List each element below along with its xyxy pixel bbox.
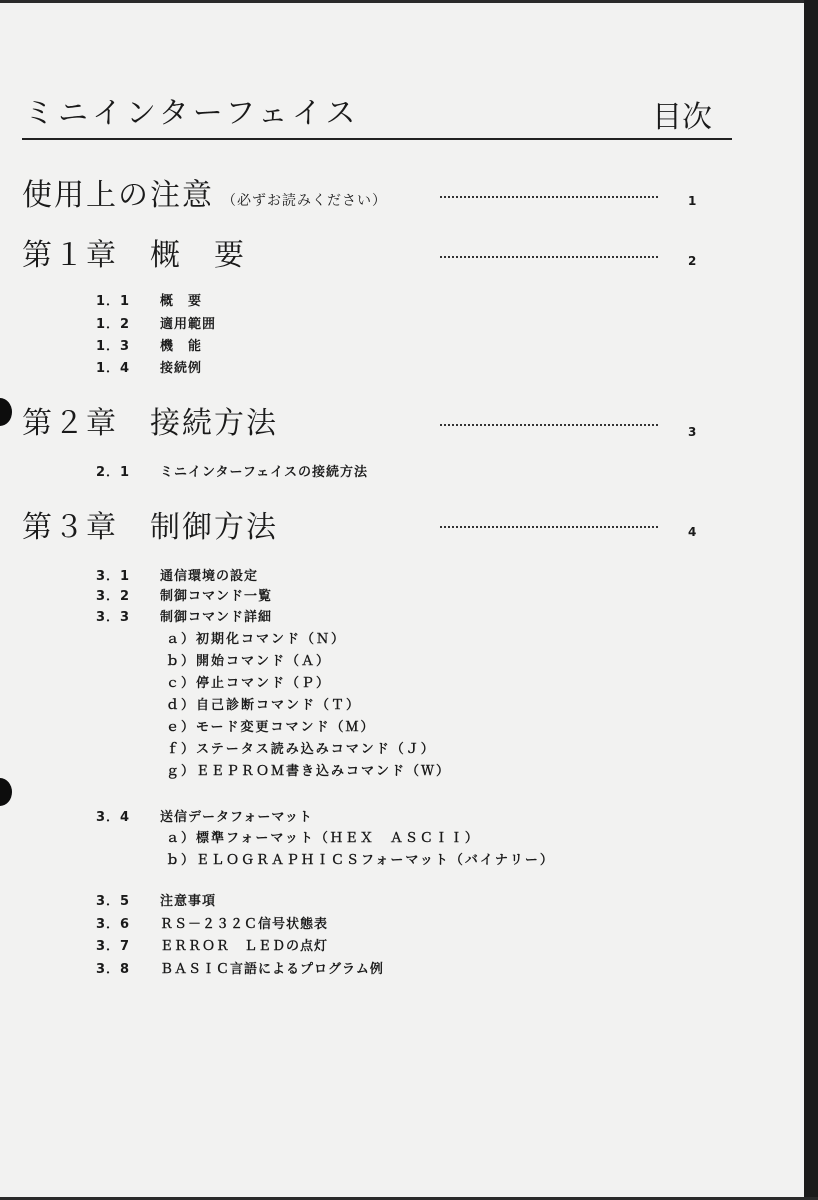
toc-subitem-3-3-f[interactable]: ｆ）ステータス読み込みコマンド（Ｊ） xyxy=(166,742,436,757)
header-rule xyxy=(22,138,732,140)
toc-entry-chapter-1[interactable] xyxy=(22,230,246,274)
toc-section-3-2[interactable] xyxy=(96,585,272,604)
toc-subitem-3-3-b[interactable]: ｂ）開始コマンド（Ａ） xyxy=(166,654,332,669)
section-number: 2．1 xyxy=(96,465,131,480)
section-number: 3．2 xyxy=(96,589,131,604)
section-title: 機 能 xyxy=(160,339,203,354)
toc-subitem-3-4-a[interactable]: ａ）標準フォーマット（ＨＥＸ ＡＳＣＩＩ） xyxy=(166,831,480,846)
toc-entry-title: 第１章 概 要 xyxy=(22,238,246,273)
section-number: 1．3 xyxy=(96,339,131,354)
toc-section-3-8[interactable] xyxy=(96,958,384,977)
punch-hole-upper xyxy=(0,398,12,426)
toc-entry-chapter-3[interactable] xyxy=(22,502,278,546)
page-number: 3 xyxy=(688,425,697,439)
section-title: 注意事項 xyxy=(160,894,217,909)
toc-section-3-3[interactable] xyxy=(96,606,272,625)
toc-entry-title: 第２章 接続方法 xyxy=(22,406,278,441)
toc-entry-chapter-2[interactable] xyxy=(22,398,278,442)
toc-subitem-3-3-d[interactable]: ｄ）自己診断コマンド（Ｔ） xyxy=(166,698,362,713)
toc-subitem-3-3-e[interactable]: ｅ）モード変更コマンド（Ｍ） xyxy=(166,720,376,735)
toc-subitem-3-3-a[interactable]: ａ）初期化コマンド（Ｎ） xyxy=(166,632,347,647)
toc-entry-precautions[interactable] xyxy=(22,170,387,214)
section-title: 送信データフォーマット xyxy=(160,810,313,825)
section-number: 3．1 xyxy=(96,569,131,584)
toc-section-2-1[interactable] xyxy=(96,461,368,480)
punch-hole-lower xyxy=(0,778,12,806)
toc-entry-title: 使用上の注意 xyxy=(22,178,214,213)
section-title: 接続例 xyxy=(160,361,203,376)
section-title: ミニインターフェイスの接続方法 xyxy=(160,465,369,480)
toc-section-3-6[interactable] xyxy=(96,913,328,932)
section-title: ＲＳ－２３２Ｃ信号状態表 xyxy=(160,917,329,932)
toc-section-1-4[interactable] xyxy=(96,357,202,376)
section-title: 通信環境の設定 xyxy=(160,569,259,584)
index-label: 目次 xyxy=(652,100,712,135)
page-edge-right xyxy=(804,0,818,1200)
toc-section-1-1[interactable] xyxy=(96,290,202,309)
leader-dots xyxy=(440,424,658,426)
toc-section-3-5[interactable] xyxy=(96,890,216,909)
section-number: 3．6 xyxy=(96,917,131,932)
document-title: ミニインターフェイス xyxy=(24,96,360,131)
section-number: 1．2 xyxy=(96,317,131,332)
page-number: 1 xyxy=(688,194,697,208)
section-number: 3．3 xyxy=(96,610,131,625)
toc-section-3-1[interactable] xyxy=(96,565,258,584)
section-title: 適用範囲 xyxy=(160,317,217,332)
section-title: ＥＲＲＯＲ ＬＥＤの点灯 xyxy=(160,939,329,954)
toc-subitem-3-3-g[interactable]: ｇ）ＥＥＰＲＯＭ書き込みコマンド（Ｗ） xyxy=(166,764,452,779)
section-number: 3．8 xyxy=(96,962,131,977)
leader-dots xyxy=(440,256,658,258)
toc-entry-note: （必ずお読みください） xyxy=(222,193,387,209)
section-title: 制御コマンド詳細 xyxy=(160,610,273,625)
section-title: 概 要 xyxy=(160,294,203,309)
page-number: 4 xyxy=(688,525,697,539)
toc-section-3-7[interactable] xyxy=(96,935,328,954)
leader-dots xyxy=(440,196,658,198)
section-number: 1．1 xyxy=(96,294,131,309)
page-edge-top xyxy=(0,0,818,3)
section-number: 1．4 xyxy=(96,361,131,376)
toc-section-3-4[interactable] xyxy=(96,806,313,825)
section-title: ＢＡＳＩＣ言語によるプログラム例 xyxy=(160,962,384,977)
section-number: 3．7 xyxy=(96,939,131,954)
page-number: 2 xyxy=(688,254,697,268)
toc-subitem-3-4-b[interactable]: ｂ）ＥＬＯＧＲＡＰＨＩＣＳフォーマット（バイナリー） xyxy=(166,853,555,868)
leader-dots xyxy=(440,526,658,528)
section-number: 3．5 xyxy=(96,894,131,909)
toc-subitem-3-3-c[interactable]: ｃ）停止コマンド（Ｐ） xyxy=(166,676,332,691)
toc-section-1-2[interactable] xyxy=(96,313,216,332)
section-number: 3．4 xyxy=(96,810,131,825)
section-title: 制御コマンド一覧 xyxy=(160,589,273,604)
toc-section-1-3[interactable] xyxy=(96,335,202,354)
toc-entry-title: 第３章 制御方法 xyxy=(22,510,278,545)
